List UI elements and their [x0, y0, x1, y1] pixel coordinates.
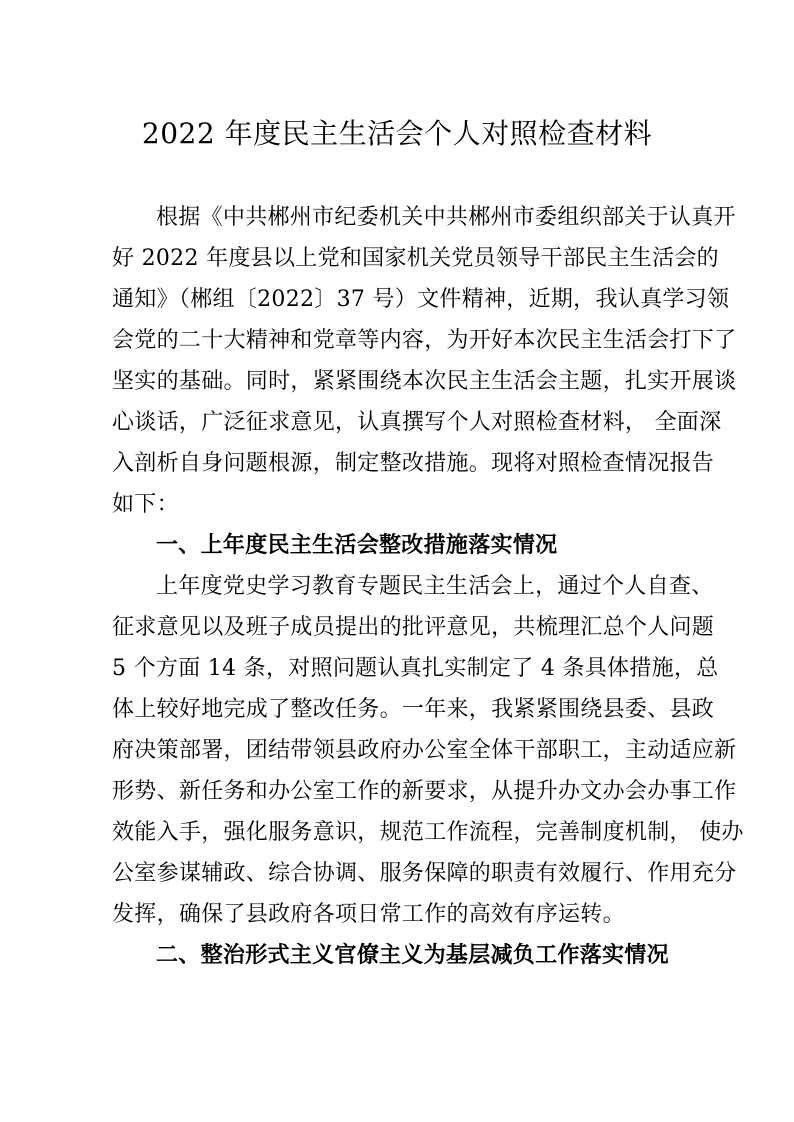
paragraph-line: 体上较好地完成了整改任务。一年来，我紧紧围绕县委、县政 [112, 697, 715, 722]
paragraph-line: 府决策部署，团结带领县政府办公室全体干部职工，主动适应新 [112, 738, 737, 763]
paragraph-line: 入剖析自身问题根源，制定整改措施。现将对照检查情况报告 [112, 451, 715, 476]
paragraph-line: 心谈话，广泛征求意见，认真撰写个人对照检查材料， 全面深 [112, 410, 722, 435]
paragraph-line: 上年度党史学习教育专题民主生活会上，通过个人自查、 [156, 574, 714, 599]
paragraph-line: 根据《中共郴州市纪委机关中共郴州市委组织部关于认真开 [156, 205, 736, 230]
paragraph-line: 如下： [112, 492, 179, 517]
section-heading: 一、上年度民主生活会整改措施落实情况 [156, 533, 558, 558]
document-title: 2022 年度民主生活会个人对照检查材料 [141, 117, 653, 150]
section-heading: 二、整治形式主义官僚主义为基层减负工作落实情况 [156, 943, 669, 968]
paragraph-line: 效能入手，强化服务意识，规范工作流程，完善制度机制， 使办 [112, 820, 744, 845]
paragraph-line: 形势、新任务和办公室工作的新要求，从提升办文办会办事工作 [112, 779, 737, 804]
paragraph-line: 好 2022 年度县以上党和国家机关党员领导干部民主生活会的 [112, 246, 719, 271]
paragraph-line: 通知》（郴组〔2022〕37 号）文件精神，近期，我认真学习领 [112, 287, 730, 312]
paragraph-line: 会党的二十大精神和党章等内容，为开好本次民主生活会打下了 [112, 328, 737, 353]
paragraph-line: 发挥，确保了县政府各项日常工作的高效有序运转。 [112, 902, 625, 927]
paragraph-line: 5 个方面 14 条，对照问题认真扎实制定了 4 条具体措施，总 [112, 656, 719, 681]
paragraph-line: 坚实的基础。同时，紧紧围绕本次民主生活会主题，扎实开展谈 [112, 369, 737, 394]
paragraph-line: 公室参谋辅政、综合协调、服务保障的职责有效履行、作用充分 [112, 861, 737, 886]
paragraph-line: 征求意见以及班子成员提出的批评意见，共梳理汇总个人问题 [112, 615, 715, 640]
